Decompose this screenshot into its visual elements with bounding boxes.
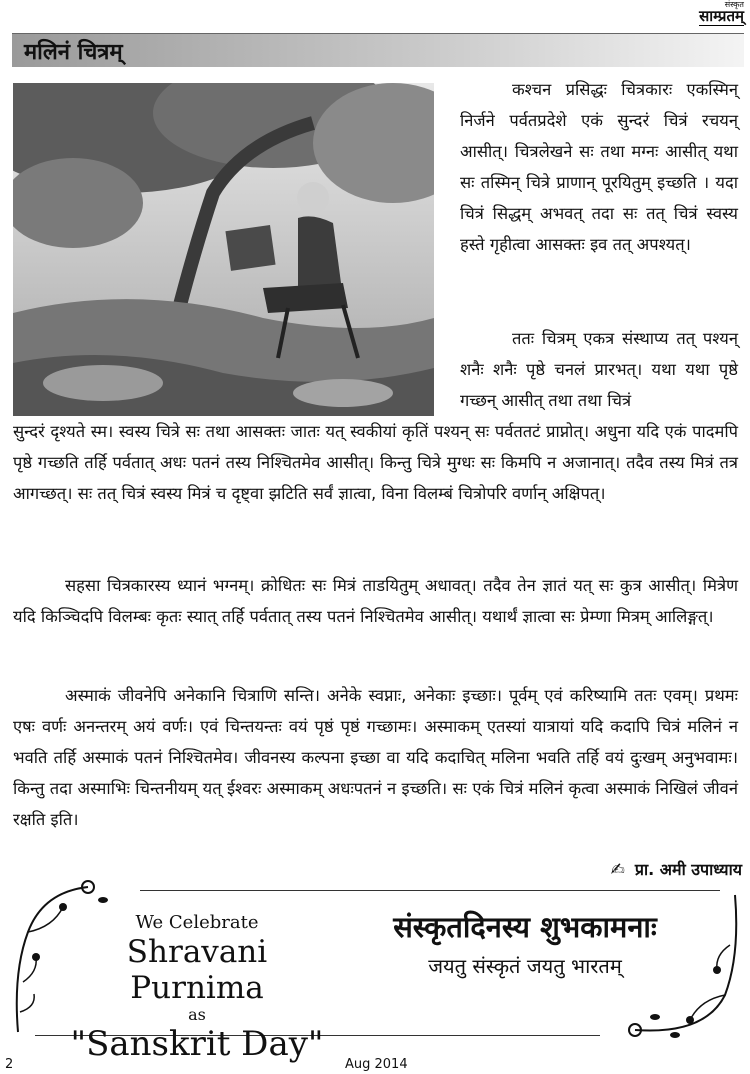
greeting-motto: जयतु संस्कृतं जयतु भारतम् xyxy=(428,954,622,978)
pen-icon: ✍ xyxy=(610,860,625,880)
greeting-heading: संस्कृतदिनस्य शुभकामनाः xyxy=(393,910,657,944)
celebrate-line-2: Shravani Purnima xyxy=(126,934,268,1006)
paragraph-3: सहसा चित्रकारस्य ध्यानं भग्नम्। क्रोधितः सः मित्रं ताडयितुम् अधावत्। तदैव तेन ज्ञातं यत् सः कुत्र आसीत्। मित्रेण यदि किञ्चिदपि विलम्बः कृतः स्यात् तर्हि पर्वतात् तस्य पतनं निश्चितमेव आसीत्। यथार्थं ज्ञात्वा सः प्रेम्णा मित्रम् आलिङ्गत्। xyxy=(13,576,738,626)
author-name: प्रा. अमी उपाध्याय xyxy=(634,860,742,879)
celebrate-line-1: We Celebrate xyxy=(135,912,259,933)
painter-photo xyxy=(13,83,434,416)
painter-illustration xyxy=(13,83,434,416)
paragraph-2: ततः चित्रम् एकत्र संस्थाप्य तत् पश्यन् शनैः शनैः पृष्ठे चनलं प्रारभत्। यथा यथा पृष्ठे गच्छन् आसीत् तथा तथा चित्रं xyxy=(460,329,738,410)
page-number: 2 xyxy=(5,1057,14,1072)
masthead-small: संस्कृत xyxy=(724,0,744,9)
issue-date: Aug 2014 xyxy=(345,1057,408,1072)
shravani-purnima-banner xyxy=(62,912,332,1064)
paragraph-1: कश्चन प्रसिद्धः चित्रकारः एकस्मिन् निर्जने पर्वतप्रदेशे एकं सुन्दरं चित्रं रचयन् आसीत्। चित्रलेखने सः तथा मग्नः आसीत् यथा सः तस्मिन् चित्रे प्राणान् पूरयितुम् इच्छति । यदा चित्रं सिद्धम् अभवत् तदा सः तत् चित्रं स्वस्य हस्ते गृहीत्वा आसक्तः इव तत् अपश्यत्। xyxy=(460,80,738,254)
masthead xyxy=(699,0,744,26)
author-line xyxy=(611,858,742,880)
celebrate-line-4: "Sanskrit Day" xyxy=(70,1024,324,1064)
sanskrit-day-greeting xyxy=(350,905,700,983)
celebrate-line-3: as xyxy=(188,1005,206,1024)
masthead-title: साम्प्रतम् xyxy=(699,7,744,25)
article-title-bar xyxy=(12,33,744,67)
paragraph-4: अस्माकं जीवनेपि अनेकानि चित्राणि सन्ति। अनेके स्वप्नाः, अनेकाः इच्छाः। पूर्वम् एवं करिष्यामि ततः एवम्। प्रथमः एषः वर्णः अनन्तरम् अयं वर्णः। एवं चिन्तयन्तः वयं पृष्ठं पृष्ठं गच्छामः। अस्माकम् एतस्यां यात्रायां यदि कदापि चित्रं मलिनं न भवति तर्हि अस्माकं पतनं निश्चितमेव। जीवनस्य कल्पना इच्छा वा यदि कदाचित् मलिना भवति तर्हि वयं दुःखम् अनुभवामः। किन्तु तदा अस्माभिः चिन्तनीयम् यत् ईश्वरः अस्माकम् अधःपतनं न इच्छति। सः एकं चित्रं मलिनं कृत्वा अस्माकं निखिलं जीवनं रक्षति इति। xyxy=(13,686,738,829)
article-title: मलिनं चित्रम् xyxy=(24,40,123,65)
paragraph-2-continued: सुन्दरं दृश्यते स्म। स्वस्य चित्रे सः तथा आसक्तः जातः यत् स्वकीयां कृतिं पश्यन् सः पर्वततटं प्राप्नोत्। अधुना यदि एकं पादमपि पृष्ठे गच्छति तर्हि पर्वतात् अधः पतनं तस्य निश्चितमेव आसीत्। किन्तु चित्रे मुग्धः सः किमपि न अजानात्। तदैव तस्य मित्रं तत्र आगच्छत्। सः तत् चित्रं स्वस्य मित्रं च दृष्ट्वा झटिति सर्वं ज्ञात्वा, विना विलम्बं चित्रोपरि वर्णान् अक्षिपत्। xyxy=(13,422,738,503)
